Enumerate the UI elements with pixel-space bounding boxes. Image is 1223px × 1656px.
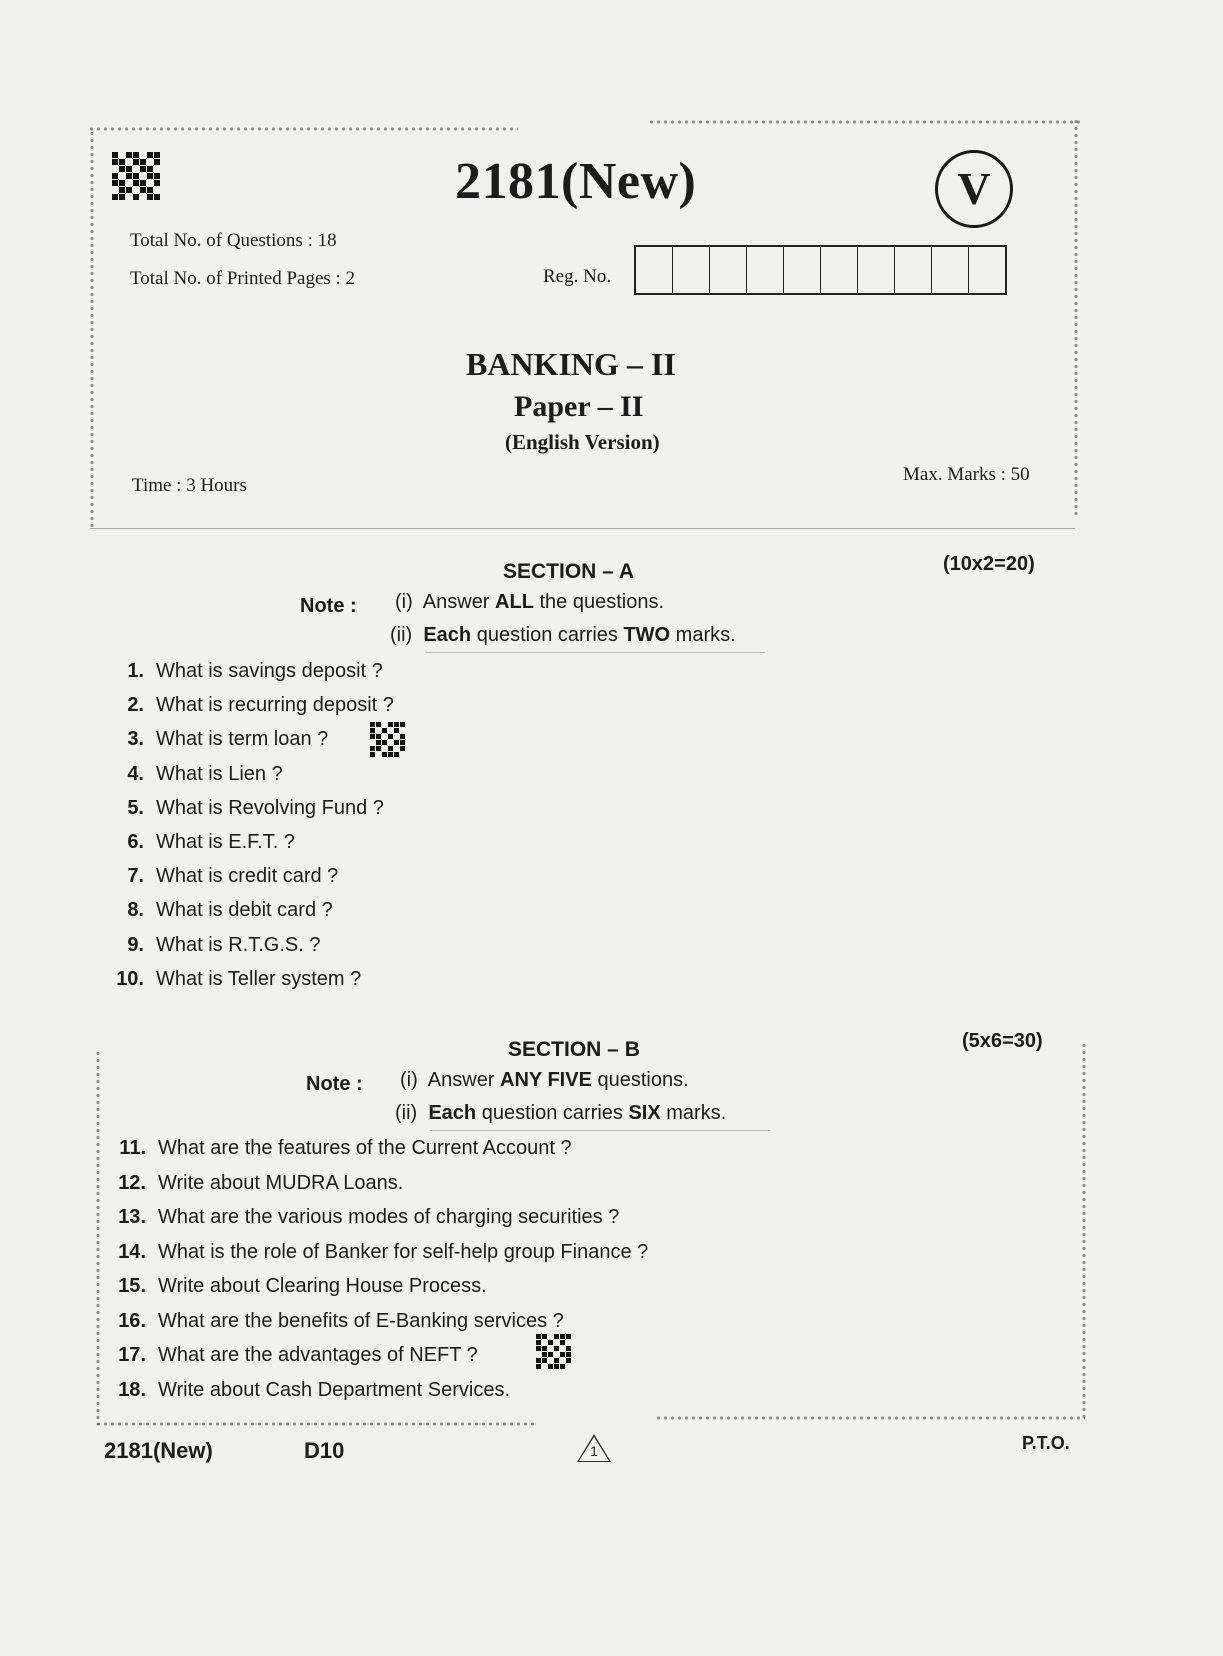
right-border-band-bottom (1080, 1042, 1088, 1420)
note-numeral: (ii) (390, 624, 413, 646)
question-number: 10. (116, 967, 144, 990)
question-number: 17. (118, 1344, 146, 1366)
section-b-title: SECTION – B (508, 1038, 640, 1061)
note-numeral: (i) (400, 1069, 418, 1091)
footer-paper-code: 2181(New) (104, 1438, 213, 1463)
note-numeral: (ii) (395, 1102, 418, 1124)
section-b-note-1: (i) Answer ANY FIVE questions. (400, 1069, 689, 1091)
header-divider-rule (90, 528, 1075, 529)
section-a-note-1: (i) Answer ALL the questions. (395, 591, 665, 613)
qr-code-icon (370, 722, 405, 757)
total-pages: Total No. of Printed Pages : 2 (130, 268, 356, 289)
question-text: What are the benefits of E-Banking services ? (158, 1309, 564, 1332)
section-a-title: SECTION – A (503, 560, 635, 583)
question-text: What are the advantages of NEFT ? (158, 1344, 478, 1366)
note-numeral: (i) (395, 591, 413, 613)
question-text: Write about Cash Department Services. (158, 1378, 511, 1401)
question-text: What is Teller system ? (156, 967, 362, 990)
question-item (112, 1379, 510, 1402)
paper-title: Paper – II (514, 390, 644, 423)
question-text: Write about Clearing House Process. (158, 1275, 487, 1297)
question-text: What is debit card ? (156, 899, 333, 922)
top-border-band-left (88, 125, 518, 133)
question-number: 12. (118, 1171, 146, 1194)
left-border-band-top (88, 130, 96, 530)
question-text: What is recurring deposit ? (156, 694, 394, 717)
section-a-marks: (10x2=20) (943, 553, 1035, 575)
question-item (110, 763, 283, 786)
question-number: 3. (127, 728, 144, 751)
question-text: What are the features of the Current Account ? (158, 1137, 572, 1159)
question-text: What is credit card ? (156, 865, 339, 888)
question-number: 15. (118, 1275, 146, 1297)
question-number: 2. (127, 694, 144, 717)
bottom-border-band-left (95, 1420, 535, 1428)
question-number: 6. (127, 831, 144, 853)
question-number: 18. (118, 1378, 146, 1401)
section-a-note-underline (425, 652, 765, 653)
question-text: What is the role of Banker for self-help group Finance ? (158, 1240, 649, 1263)
section-b-marks: (5x6=30) (962, 1030, 1043, 1052)
question-number: 5. (127, 796, 144, 819)
question-item (112, 1206, 619, 1229)
question-number: 7. (127, 865, 144, 888)
question-text: What is term loan ? (156, 728, 329, 751)
question-text: What is savings deposit ? (156, 660, 383, 682)
question-number: 16. (118, 1309, 146, 1332)
question-number: 1. (127, 660, 144, 682)
top-border-band-right (648, 118, 1080, 126)
question-number: 14. (118, 1240, 146, 1263)
question-item (112, 1310, 564, 1333)
question-item (110, 728, 328, 751)
reg-no-label: Reg. No. (543, 266, 612, 287)
paper-code-title: 2181(New) (455, 153, 697, 210)
pto-label: P.T.O. (1022, 1433, 1070, 1453)
question-item (110, 865, 338, 888)
question-item (112, 1241, 648, 1264)
reg-no-boxes (634, 245, 1007, 295)
question-item (110, 934, 320, 957)
question-number: 9. (127, 933, 144, 956)
question-text: Write about MUDRA Loans. (158, 1171, 404, 1194)
total-questions: Total No. of Questions : 18 (130, 230, 337, 251)
qr-code-icon (112, 152, 160, 200)
footer-set-code: D10 (304, 1438, 345, 1463)
question-item (110, 899, 333, 922)
section-b-note-label: Note : (306, 1073, 363, 1095)
section-a-note-2: (ii) Each question carries TWO marks. (390, 624, 736, 646)
max-marks: Max. Marks : 50 (903, 464, 1030, 485)
question-item (110, 694, 394, 717)
page-number-triangle-icon (577, 1434, 611, 1464)
question-item (112, 1275, 487, 1298)
left-border-band-bottom (94, 1050, 102, 1425)
question-text: What is Lien ? (156, 762, 283, 785)
question-number: 8. (127, 899, 144, 922)
section-b-note-2: (ii) Each question carries SIX marks. (395, 1102, 727, 1124)
question-text: What is Revolving Fund ? (156, 796, 384, 819)
question-item (110, 968, 361, 991)
question-item (110, 660, 383, 683)
qr-code-icon (536, 1334, 571, 1369)
question-number: 4. (127, 762, 144, 785)
section-b-note-underline (430, 1130, 770, 1131)
page-number: 1 (590, 1443, 598, 1459)
time-allowed: Time : 3 Hours (132, 475, 247, 496)
question-item (112, 1344, 478, 1367)
question-item (112, 1172, 403, 1195)
question-text: What are the various modes of charging securities ? (158, 1206, 620, 1228)
question-number: 11. (119, 1137, 146, 1159)
section-a-note-label: Note : (300, 595, 357, 617)
subject-title: BANKING – II (466, 346, 676, 382)
question-text: What is R.T.G.S. ? (156, 933, 321, 956)
right-border-band-top (1072, 118, 1080, 518)
question-item (112, 1137, 572, 1160)
question-item (110, 797, 384, 820)
version-mark-badge: V (935, 150, 1013, 228)
language-version: (English Version) (505, 430, 660, 454)
bottom-border-band-right (655, 1414, 1085, 1422)
question-number: 13. (118, 1206, 146, 1228)
question-item (110, 831, 295, 854)
question-text: What is E.F.T. ? (156, 831, 295, 853)
